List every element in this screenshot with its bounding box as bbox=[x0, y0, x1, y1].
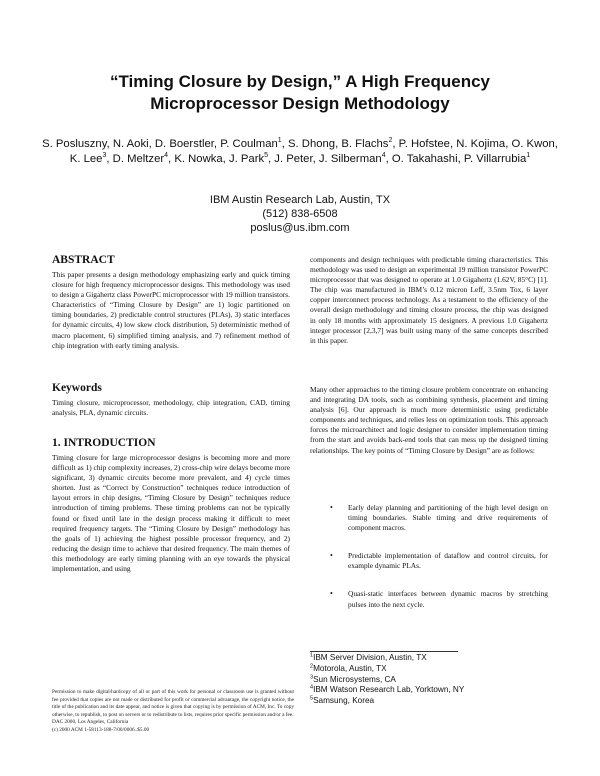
footnotes bbox=[310, 653, 548, 707]
list-item bbox=[310, 589, 548, 609]
abstract-text: This paper presents a design methodology emphasizing early and quick timing closure for high frequency microprocessor designs. This methodology was used to design a Gigahertz class PowerPC microprocessor with 19 million transistors. Characteristics of “Timing Closure by Design” are 1) logic partitioned on timing boundaries, 2) predictable control structures (PLAs), 3) static interfaces for dynamic circuits, 4) low skew clock distribution, 5) deterministic method of macro placement, 6) simplified timing analysis, and 7) refinement method of chip integration with early timing analysis. bbox=[52, 270, 290, 350]
footnote-item bbox=[310, 685, 548, 696]
author-affiliation-mark: 2 bbox=[388, 137, 393, 145]
footnote-item bbox=[310, 664, 548, 675]
footnote-text: Samsung, Korea bbox=[313, 696, 375, 706]
footnote-mark: 1 bbox=[310, 652, 314, 659]
title-line-2: Microprocessor Design Methodology bbox=[150, 94, 450, 113]
footnote-mark: 4 bbox=[310, 684, 314, 691]
author-name: S. Dhong bbox=[287, 138, 336, 150]
keywords-heading: Keywords bbox=[52, 382, 102, 394]
bullet-icon: • bbox=[330, 589, 333, 599]
author-name: N. Kojima bbox=[456, 138, 506, 150]
author-list: S. Posluszny, N. Aoki, D. Boerstler, P. Coulman$^1$, S. Dhong, B. Flachs$^2$, P. Hofstee, N. Kojima, O. Kwon, K. Lee$^3$, D. Meltzer$^4$, K. Nowka, J. Park$^5$, J. Peter, J. Silberman$^4$, O. Takahashi, P. Villarrubia$^1$ bbox=[42, 137, 558, 165]
conference-line: DAC 2000, Los Angeles, California bbox=[52, 719, 129, 726]
permission-text: Permission to make digital/hardcopy of all or part of this work for personal or classroom use is granted without fee provided that copies are not made or distributed for profit or commercial advantage, the copyright notice, the title of the publication and its date appear, and notice is given that copying is by permission of ACM, Inc. To copy otherwise, to republish, to post on servers or to redistribute to lists, requires prior specific permission and/or a fee. bbox=[52, 689, 294, 718]
author-name: D. Boerstler bbox=[154, 138, 214, 150]
footnote-mark: 3 bbox=[310, 673, 314, 680]
author-name: N. Aoki bbox=[112, 138, 149, 150]
affiliation-phone: (512) 838-6508 bbox=[262, 208, 338, 220]
copyright-line: (c) 2000 ACM 1-58113-188-7/00/0006..$5.00 bbox=[52, 726, 150, 733]
title-line-1: “Timing Closure by Design,” A High Frequency bbox=[109, 72, 491, 91]
footnote-text: IBM Server Division, Austin, TX bbox=[313, 653, 427, 662]
author-name: D. Meltzer bbox=[112, 153, 165, 165]
author-name: O. Takahashi bbox=[391, 153, 458, 165]
keywords-text: Timing closure, microprocessor, methodology, chip integration, CAD, timing analysis, PLA, dynamic circuits. bbox=[52, 398, 290, 418]
bullet-icon: • bbox=[330, 503, 333, 512]
list-item-text: Predictable implementation of dataflow and control circuits, for example dynamic PLAs. bbox=[348, 551, 548, 571]
list-item-text: Quasi-static interfaces between dynamic macros by stretching pulses into the next cycle. bbox=[348, 589, 548, 609]
right-para-2: Many other approaches to the timing closure problem concentrate on enhancing and integrating DA tools, such as combining synthesis, placement and timing analysis [6]. Our approach is much more deterministic using predictable components and techniques, and relies less on optimization tools. This approach forces the microarchitect and logic designer to consider implementation timing from the start and avoids back-end tools that can mess up the designed timing relationships. The key points of “Timing Closure by Design” are as follows: bbox=[310, 385, 548, 455]
paper-title bbox=[40, 71, 560, 115]
footnote-item bbox=[310, 675, 548, 686]
author-affiliation-mark: 4 bbox=[381, 152, 386, 160]
author-affiliation-mark: 5 bbox=[264, 152, 269, 160]
author-affiliation-mark: 4 bbox=[164, 152, 169, 160]
author-name: O. Kwon bbox=[511, 138, 555, 150]
author-name: P. Hofstee bbox=[398, 138, 450, 150]
author-name: P. Villarrubia bbox=[463, 153, 527, 165]
list-item bbox=[310, 503, 548, 533]
abstract-heading: ABSTRACT bbox=[52, 254, 115, 266]
author-name: S. Posluszny bbox=[42, 138, 107, 150]
footnote-text: Sun Microsystems, CA bbox=[313, 674, 396, 684]
list-item bbox=[310, 551, 548, 571]
footnote-mark: 2 bbox=[310, 663, 314, 670]
author-name: J. Silberman bbox=[318, 153, 382, 165]
introduction-heading: 1. INTRODUCTION bbox=[52, 437, 156, 449]
footnote-item bbox=[310, 653, 548, 664]
list-item-text: Early delay planning and partitioning of the high level design on timing boundaries. Stable timing and drive requirements of component macros. bbox=[348, 503, 548, 533]
footnote-text: IBM Watson Research Lab, Yorktown, NY bbox=[313, 685, 465, 695]
footnote-text: Motorola, Austin, TX bbox=[313, 663, 387, 673]
right-para-1: components and design techniques with predictable timing characteristics. This methodology was used to design an experimental 19 million transistor PowerPC microprocessor that was designed to operate at 1.0 Gigahertz (1.62V, 85°C) [1]. The chip was manufactured in IBM’s 0.12 micron Leff, 3.5nm Tox, 6 layer copper interconnect process technology. As a testament to the efficiency of the overall design methodology and timing closure process, the chip was designed in only 18 months with approximately 15 designers. A previous 1.0 Gigahertz integer processor [2,3,7] was built using many of the same concepts described in this paper. bbox=[310, 255, 548, 345]
author-name: K. Nowka bbox=[174, 153, 223, 165]
author-name: J. Park bbox=[228, 153, 265, 165]
permission-notice bbox=[52, 689, 294, 735]
affiliation bbox=[150, 193, 450, 235]
footnote-item bbox=[310, 696, 548, 707]
affiliation-email: poslus@us.ibm.com bbox=[250, 222, 350, 234]
author-affiliation-mark: 1 bbox=[277, 137, 282, 145]
author-name: J. Peter bbox=[274, 153, 313, 165]
author-affiliation-mark: 1 bbox=[526, 152, 531, 160]
footnote-divider bbox=[310, 651, 458, 652]
bullet-icon: • bbox=[330, 551, 333, 561]
author-name: B. Flachs bbox=[341, 138, 389, 150]
affiliation-lab: IBM Austin Research Lab, Austin, TX bbox=[209, 194, 391, 206]
footnote-mark: 5 bbox=[310, 695, 314, 702]
introduction-text: Timing closure for large microprocessor designs is becoming more and more difficult as 1) chip complexity increases, 2) cross-chip wire delays become more significant, 3) dynamic circuits become more prevalent, and 4) cycle times shorten. Just as “Correct by Construction” techniques reduce introduction of layout errors in chip designs, “Timing Closure by Design” techniques reduce introduction of timing problems. These timing problems can not be typically found or fixed until late in the design process making it difficult to meet required frequency targets. The “Timing Closure by Design” methodology has the goals of 1) achieving the highest possible processor frequency, and 2) reducing the design time to achieve that desired frequency. The main themes of this methodology are early timing planning with an eye towards the physical implementation, and using bbox=[52, 453, 290, 574]
author-affiliation-mark: 3 bbox=[102, 152, 107, 160]
author-name: K. Lee bbox=[69, 153, 103, 165]
author-name: P. Coulman bbox=[220, 138, 278, 150]
key-points-list bbox=[310, 503, 548, 628]
